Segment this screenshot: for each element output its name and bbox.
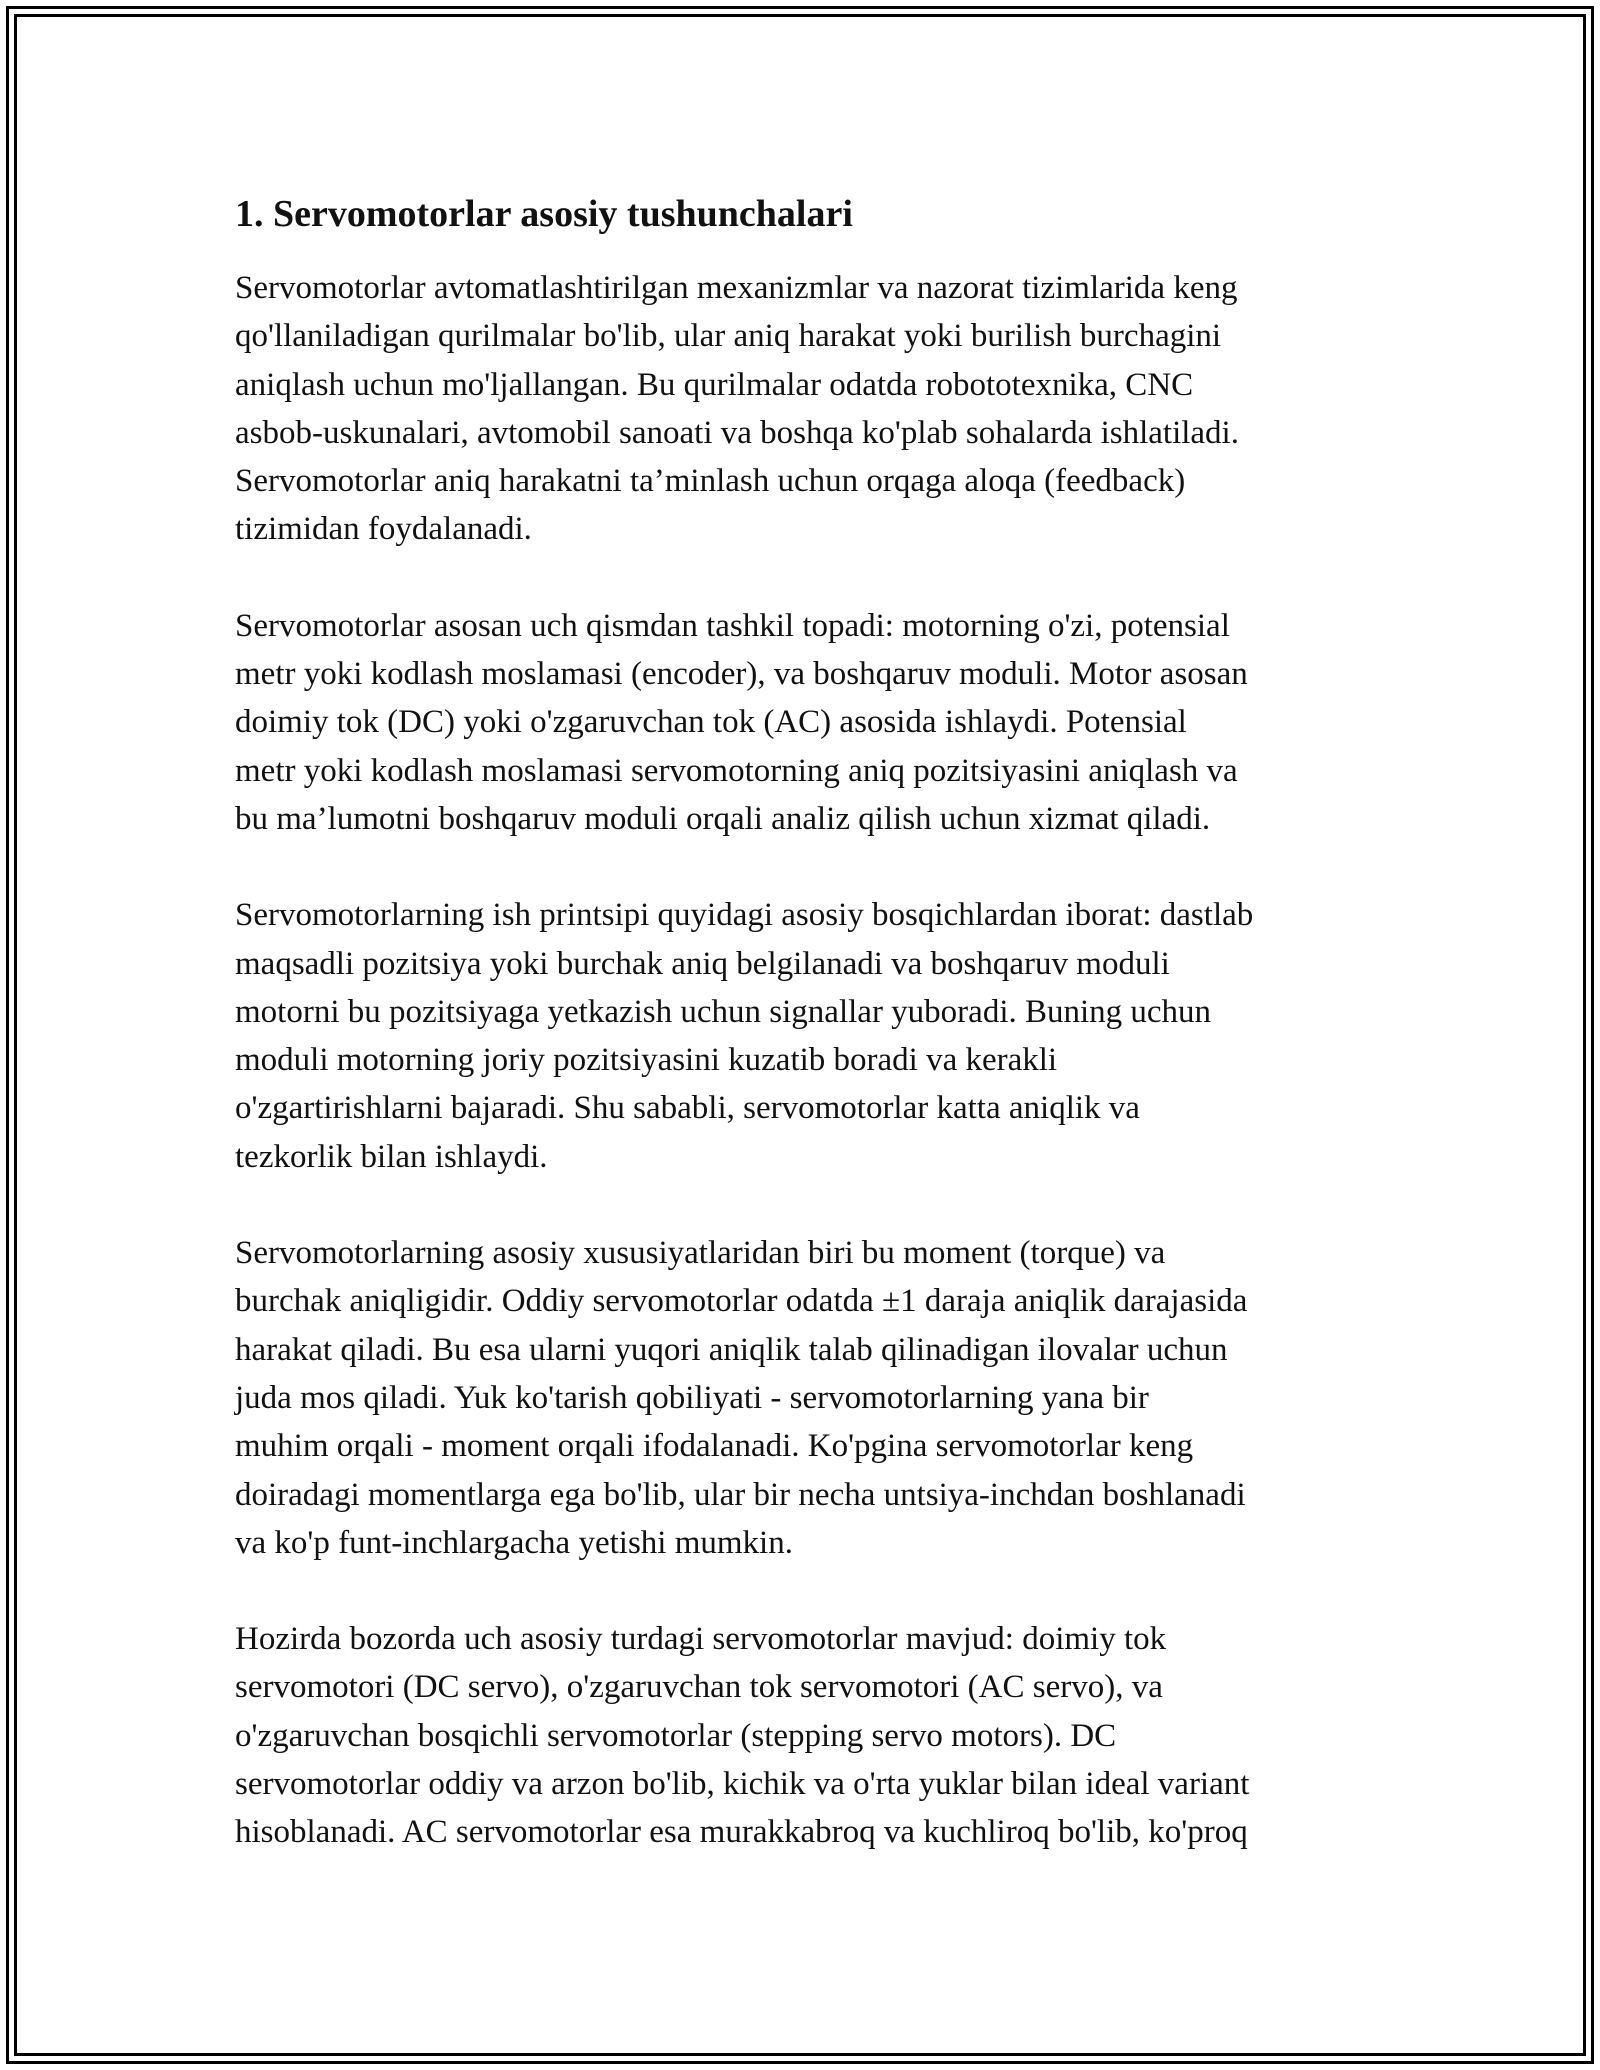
paragraph-line: servomotori (DC servo), o'zgaruvchan tok servomotori (AC servo), va — [235, 1669, 1163, 1706]
paragraph-line: tezkorlik bilan ishlaydi. — [235, 1138, 548, 1175]
paragraph-3 — [235, 891, 1375, 1181]
paragraph-line: doiradagi momentlarga ega bo'lib, ular bir necha untsiya-inchdan boshlanadi — [235, 1476, 1246, 1513]
paragraph-line: Servomotorlarning asosiy xususiyatlaridan biri bu moment (torque) va — [235, 1235, 1166, 1272]
paragraph-line: metr yoki kodlash moslamasi (encoder), va boshqaruv moduli. Motor asosan — [235, 656, 1248, 693]
paragraph-line: burchak aniqligidir. Oddiy servomotorlar odatda ±1 daraja aniqlik darajasida — [235, 1283, 1248, 1320]
paragraph-4 — [235, 1229, 1375, 1567]
paragraph-line: o'zgaruvchan bosqichli servomotorlar (stepping servo motors). DC — [235, 1717, 1117, 1754]
paragraph-line: o'zgartirishlarni bajaradi. Shu sababli, servomotorlar katta aniqlik va — [235, 1090, 1140, 1127]
paragraph-line: Servomotorlarning ish printsipi quyidagi asosiy bosqichlardan iborat: dastlab — [235, 897, 1254, 934]
paragraph-line: servomotorlar oddiy va arzon bo'lib, kichik va o'rta yuklar bilan ideal variant — [235, 1766, 1250, 1803]
document-body — [235, 180, 1375, 1905]
paragraph-line: Servomotorlar aniq harakatni ta’minlash uchun orqaga aloqa (feedback) — [235, 463, 1186, 500]
section-heading: 1. Servomotorlar asosiy tushunchalari — [235, 193, 853, 235]
paragraph-line: juda mos qiladi. Yuk ko'tarish qobiliyati - servomotorlarning yana bir — [235, 1379, 1149, 1416]
paragraph-line: motorni bu pozitsiyaga yetkazish uchun signallar yuboradi. Buning uchun — [235, 993, 1212, 1030]
paragraph-line: asbob-uskunalari, avtomobil sanoati va boshqa ko'plab sohalarda ishlatiladi. — [235, 414, 1239, 451]
paragraph-5 — [235, 1615, 1375, 1856]
paragraph-line: bu ma’lumotni boshqaruv moduli orqali analiz qilish uchun xizmat qiladi. — [235, 800, 1211, 837]
paragraph-line: hisoblanadi. AC servomotorlar esa murakkabroq va kuchliroq bo'lib, ko'proq — [235, 1814, 1248, 1851]
paragraph-line: maqsadli pozitsiya yoki burchak aniq belgilanadi va boshqaruv moduli — [235, 945, 1170, 982]
paragraph-line: va ko'p funt-inchlargacha yetishi mumkin. — [235, 1524, 793, 1561]
paragraph-2 — [235, 602, 1375, 843]
paragraph-line: moduli motorning joriy pozitsiyasini kuzatib boradi va kerakli — [235, 1042, 1058, 1079]
paragraph-line: Servomotorlar avtomatlashtirilgan mexanizmlar va nazorat tizimlarida keng — [235, 270, 1238, 306]
paragraph-line: metr yoki kodlash moslamasi servomotorning aniq pozitsiyasini aniqlash va — [235, 752, 1238, 789]
paragraph-line: Hozirda bozorda uch asosiy turdagi servomotorlar mavjud: doimiy tok — [235, 1621, 1167, 1658]
paragraph-line: Servomotorlar asosan uch qismdan tashkil topadi: motorning o'zi, potensial — [235, 607, 1230, 644]
paragraph-line: tizimidan foydalanadi. — [235, 511, 532, 548]
paragraph-line: doimiy tok (DC) yoki o'zgaruvchan tok (AC) asosida ishlaydi. Potensial — [235, 704, 1187, 741]
paragraph-1 — [235, 264, 1375, 554]
paragraph-line: qo'llaniladigan qurilmalar bo'lib, ular aniq harakat yoki burilish burchagini — [235, 318, 1222, 355]
paragraph-line: aniqlash uchun mo'ljallangan. Bu qurilmalar odatda robototexnika, CNC — [235, 366, 1194, 403]
paragraph-line: muhim orqali - moment orqali ifodalanadi. Ko'pgina servomotorlar keng — [235, 1428, 1194, 1465]
paragraph-line: harakat qiladi. Bu esa ularni yuqori aniqlik talab qilinadigan ilovalar uchun — [235, 1331, 1228, 1368]
